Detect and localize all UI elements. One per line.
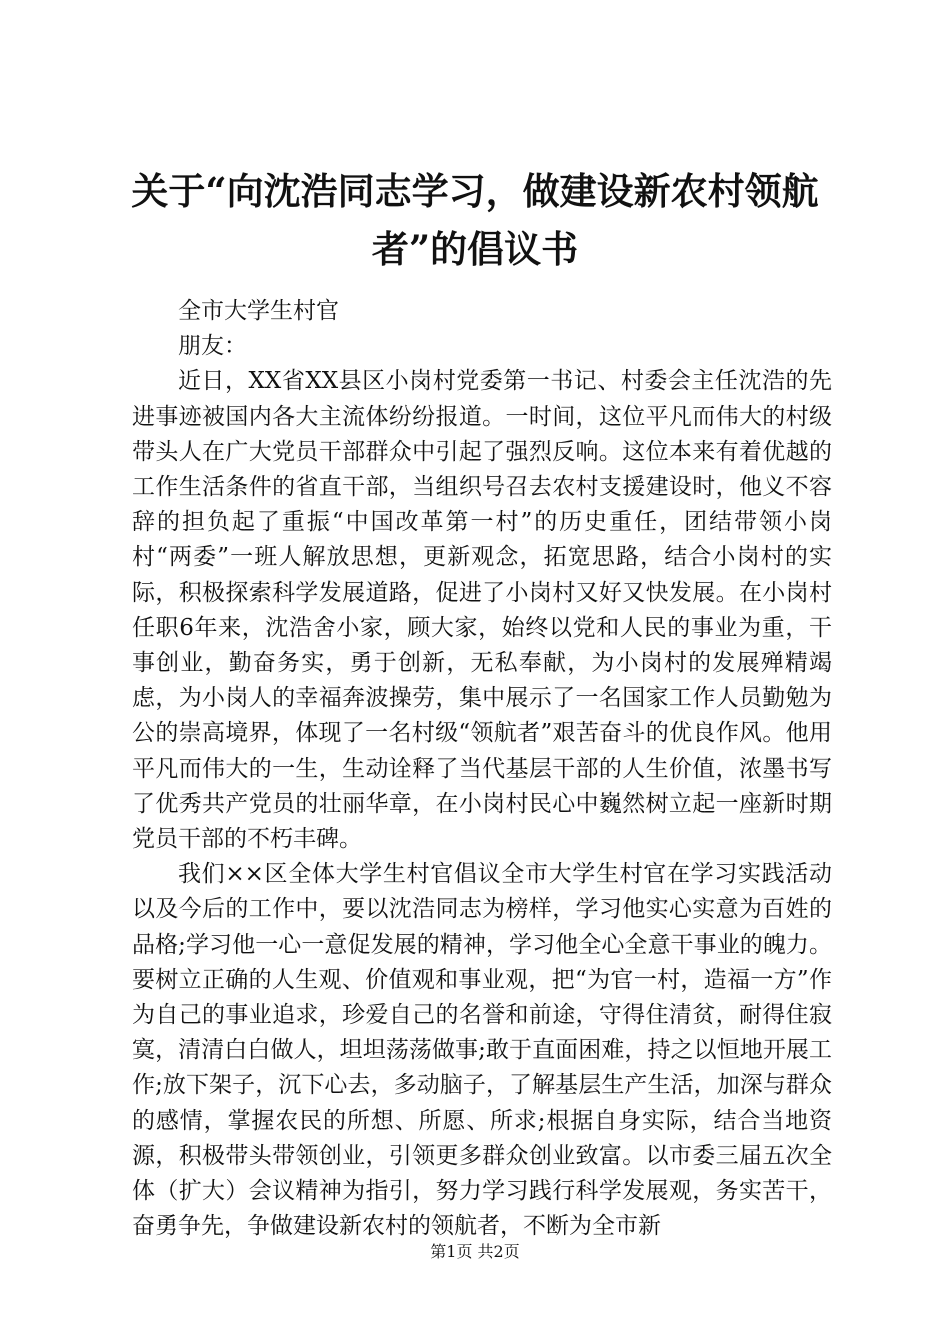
title-line-2: 者”的倡议书 [371, 227, 579, 271]
page-footer: 第1页 共2页 [430, 1242, 520, 1261]
salutation-line-2: 朋友： [178, 333, 247, 360]
document-title [110, 162, 840, 278]
paragraph-2: 我们××区全体大学生村官倡议全市大学生村官在学习实践活动以及今后的工作中，要以沈浩同志为榜样，学习他实心实意为百姓的品格;学习他一心一意促发展的精神，学习他全心全意干事业的魄力。要树立正确的人生观、价值观和事业观，把“为官一村，造福一方”作为自己的事业追求，珍爱自己的名誉和前途，守得住清贫，耐得住寂寞，清清白白做人，坦坦荡荡做事;敢于直面困难，持之以恒地开展工作;放下架子，沉下心去，多动脑子，了解基层生产生活，加深与群众的感情，掌握农民的所想、所愿、所求;根据自身实际，结合当地资源，积极带头带领创业，引领更多群众创业致富。以市委三届五次全体（扩大）会议精神为指引，努力学习践行科学发展观，务实苦干，奋勇争先，争做建设新农村的领航者，不断为全市新 [132, 861, 832, 1240]
salutation-line-1: 全市大学生村官 [178, 298, 339, 324]
title-line-1: 关于“向沈浩同志学习，做建设新农村领航 [131, 169, 819, 213]
document-body [132, 294, 832, 1244]
paragraph-1: 近日，XX省XX县区小岗村党委第一书记、村委会主任沈浩的先进事迹被国内各大主流体纷纷报道。一时间，这位平凡而伟大的村级带头人在广大党员干部群众中引起了强烈反响。这位本来有着优越的工作生活条件的省直干部，当组织号召去农村支援建设时，他义不容辞的担负起了重振“中国改革第一村”的历史重任，团结带领小岗村“两委”一班人解放思想，更新观念，拓宽思路，结合小岗村的实际，积极探索科学发展道路，促进了小岗村又好又快发展。在小岗村任职6年来，沈浩舍小家，顾大家，始终以党和人民的事业为重，干事创业，勤奋务实，勇于创新，无私奉献，为小岗村的发展殚精竭虑，为小岗人的幸福奔波操劳，集中展示了一名国家工作人员勤勉为公的崇高境界，体现了一名村级“领航者”艰苦奋斗的优良作风。他用平凡而伟大的一生，生动诠释了当代基层干部的人生价值，浓墨书写了优秀共产党员的壮丽华章，在小岗村民心中巍然树立起一座新时期党员干部的不朽丰碑。 [132, 368, 832, 853]
